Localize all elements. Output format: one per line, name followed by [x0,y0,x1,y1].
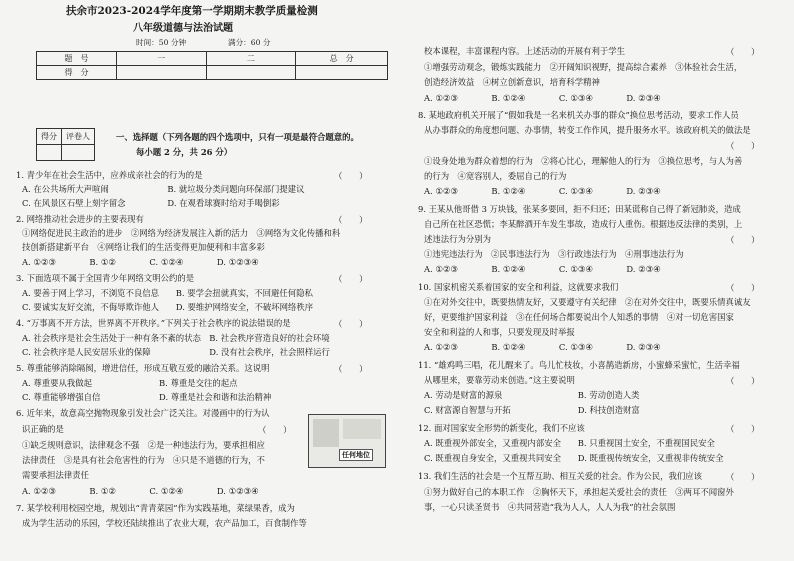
exam-time: 时间：50 分钟 [136,38,187,47]
question-line: 识正确的是 [22,424,64,434]
answer-blank[interactable]: （ ） [334,319,368,329]
exam-total-score: 满分：60 分 [228,38,271,47]
option-line: C. 既重视自身安全，又重视共同安全 D. 既重视传统安全，又重视非传统安全 [424,453,724,463]
option-line: C. 要诚实友好交流，不侮辱欺诈他人 D. 要维护网络安全，不破坏网络秩序 [22,302,314,312]
comic-building-panel [313,419,339,447]
score-input-cell[interactable] [116,66,206,80]
score-table-cell: 得 分 [37,66,117,80]
option-line: 法律责任 ③是具有社会危害性的行为 ④只是不道德的行为，不 [22,455,265,465]
question-line: 校本课程，丰富课程内容。上述活动的开展有利于学生 [424,46,625,56]
answer-blank[interactable]: （ ） [726,283,760,293]
option-line: 需要承担法律责任 [22,470,89,480]
option-line: ①违宪违法行为 ②民事违法行为 ③行政违法行为 ④刑事违法行为 [424,249,684,259]
option-line: A. 尊重要从我做起 B. 尊重是交往的起点 [22,378,238,388]
option-line: ①在对外交往中，既要热情友好，又要遵守有关纪律 ②在对外交往中，既要乐情真诚友 [424,297,751,307]
question-line: 5. 尊重能够消除隔阂，增进信任，形成互敬互爱的融洽关系。这说明 [16,363,270,373]
option-line: C. 社会秩序是人民安居乐业的保障 D. 没有社会秩序，社会照样运行 [22,347,330,357]
answer-blank[interactable]: （ ） [334,215,368,225]
comic-scene-panel [343,419,381,439]
option-line: ①网络促进民主政治的进步 ②网络为经济发展注入新的活力 ③网络为文化传播和科 [22,228,341,238]
score-table-cell: 一 [116,52,206,66]
option-line: ①缺乏规则意识，法律观念不强 ②是一种违法行为，要承担相应 [22,440,265,450]
option-line: C. 财富源自智慧与开拓 D. 科技创造财富 [424,405,640,415]
option-line: 创造经济效益 ④树立创新意识，培育科学精神 [424,77,600,87]
option-line: A. ①②③ B. ①② C. ①②④ D. ①②③④ [22,257,259,267]
score-table [36,51,388,80]
score-input-cell[interactable] [296,66,388,80]
question-line: 6. 近年来，故意高空抛物现象引发社会广泛关注。对漫画中的行为认 [16,408,270,418]
option-line: A. 要善于网上学习，不浏览不良信息 B. 要学会扭就真实，不回避任何隐私 [22,288,313,298]
score-table-cell: 总 分 [296,52,388,66]
option-line: 的行为 ④宽容别人，委屈自己的行为 [424,171,567,181]
answer-blank[interactable]: （ ） [334,364,368,374]
answer-blank[interactable]: （ ） [726,47,760,57]
grader-score-label: 得分 [37,129,62,145]
question-line: 13. 我们生活的社会是一个互帮互助、相互关爱的社会。作为公民，我们应该 [418,471,702,481]
grader-table [36,128,95,161]
score-table-cell: 二 [206,52,296,66]
question-line: 3. 下面选项不属于全国青少年网络文明公约的是 [16,273,195,283]
answer-blank[interactable]: （ ） [726,424,760,434]
option-line: A. ①②③ B. ①②④ C. ①③④ D. ②③④ [424,93,661,103]
question-line: 从哪里来，要靠劳动来创造。”这主要说明 [424,375,575,385]
option-line: ①努力做好自己的本职工作 ②胸怀天下，承担起关爱社会的责任 ③两耳不闻窗外 [424,487,734,497]
option-line: A. ①②③ B. ①②④ C. ①③④ D. ②③④ [424,264,661,274]
option-line: ①增强劳动观念，锻炼实践能力 ②开阔知识视野，提高综合素养 ③体验社会生活， [424,62,743,72]
option-line: 好，更要维护国家利益 ③在任何场合都要说出个人知悉的事情 ④对一切危害国家 [424,312,734,322]
option-line: A. ①②③ B. ①② C. ①②④ D. ①②③④ [22,486,259,496]
option-line: C. 在风景区石壁上刻字留念 D. 在观看球赛时给对手喝倒彩 [22,198,280,208]
option-line: A. 社会秩序是社会生活处于一种有条不紊的状态 B. 社会秩序营造良好的社会环境 [22,333,330,343]
answer-blank[interactable]: （ ） [334,171,368,181]
answer-blank[interactable]: （ ） [258,425,292,435]
question-line: 4. “万事离不开方法，世界离不开秩序。”下列关于社会秩序的说法错误的是 [16,318,291,328]
grader-name-input[interactable] [62,145,95,161]
question-line: 9. 王某从他哥借 3 万块钱，张某多要回，拒不归还；田某谎称自己得了新冠肺炎，造成 [418,204,741,214]
option-line: 技创新搭建新平台 ④网络让我们的生活变得更加便利和丰富多彩 [22,242,265,252]
question-line: 成为学生活动的乐园，学校还陆续推出了农业大观，农产品加工，百食制作等 [22,518,307,528]
question-line: 12. 面对国家安全形势的新变化，我们不应该 [418,423,585,433]
question-line: 2. 网络推动社会进步的主要表现有 [16,214,144,224]
question-line: 自己所在社区恐慌；李某醉酒开车发生事故，造成行人重伤。根据违反法律的类别，上 [424,219,743,229]
answer-blank[interactable]: （ ） [726,376,760,386]
question-line: 11. “雄鸡鸣三唱，花儿醒来了。鸟儿忙枝妆，小喜鹊造新房，小蜜蜂采蜜忙，生活幸福 [418,360,740,370]
question-line: 8. 某地政府机关开展了“假如我是一名来机关办事的群众”换位思考活动，要求工作人员 [418,110,739,120]
question-line: 10. 国家机密关系着国家的安全和利益，这就要求我们 [418,282,619,292]
grader-score-input[interactable] [37,145,62,161]
comic-caption: 任何地位 [339,449,373,461]
score-table-cell: 题 号 [37,52,117,66]
exam-title: 扶余市2023-2024学年度第一学期期末教学质量检测 [66,5,318,17]
comic-illustration [308,414,386,468]
option-line: A. ①②③ B. ①②④ C. ①③④ D. ②③④ [424,342,661,352]
option-line: C. 尊重能够增强自信 D. 尊重是社会和谐和法治精神 [22,392,272,402]
answer-blank[interactable]: （ ） [334,274,368,284]
exam-subject: 八年级道德与法治试题 [133,23,233,34]
score-input-cell[interactable] [206,66,296,80]
section1-heading: 一、选择题（下列各题的四个选项中，只有一项是最符合题意的。 [116,132,359,142]
question-line: 7. 某学校利用校园空地，规划出“青青菜园”作为实践基地，菜绿果香，成为 [16,503,295,513]
option-line: A. 在公共场所大声喧闹 B. 就垃圾分类问题向环保部门提建议 [22,184,305,194]
option-line: 安全和利益的人和事，只要发现及时举报 [424,327,575,337]
section1-heading-2: 每小题 2 分，共 26 分） [136,147,233,157]
answer-blank[interactable]: （ ） [726,141,760,151]
question-line: 1. 青少年在社会生活中，应养成亲社会的行为的是 [16,170,203,180]
answer-blank[interactable]: （ ） [726,235,760,245]
answer-blank[interactable]: （ ） [726,472,760,482]
option-line: A. 既重视外部安全，又重视内部安全 B. 只重视国土安全，不重视国民安全 [424,438,715,448]
option-line: 事，一心只读圣贤书 ④共同营造“我为人人，人人为我”的社会氛围 [424,502,676,512]
question-line: 述违法行为分别为 [424,234,491,244]
option-line: A. ①②③ B. ①②④ C. ①③④ D. ②③④ [424,186,661,196]
option-line: ①设身处地为群众着想的行为 ②将心比心，理解他人的行为 ③换位思考，与人为善 [424,156,743,166]
option-line: A. 劳动是财富的源泉 B. 劳动创造人类 [424,390,640,400]
question-line: 从办事群众的角度想问题、办事情，转变工作作风，提升服务水平。该政府机关的做法是 [424,125,751,135]
grader-name-label: 评卷人 [62,129,95,145]
